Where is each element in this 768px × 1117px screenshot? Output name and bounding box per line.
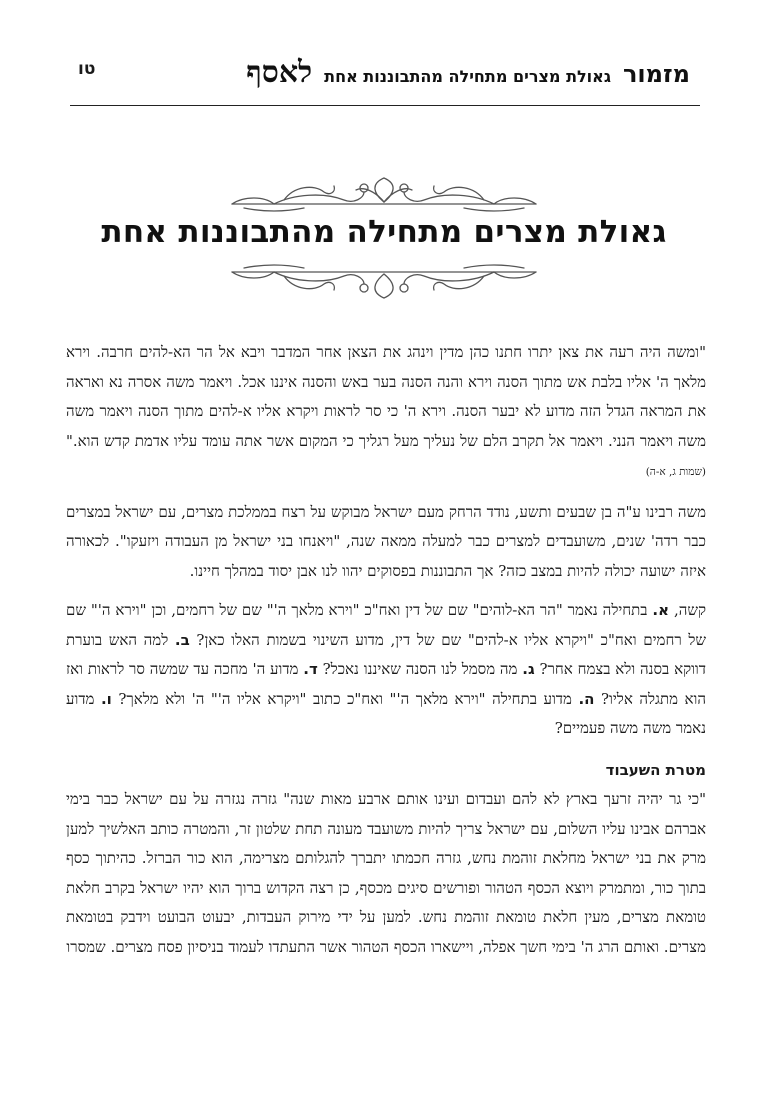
- paragraph-intro: משה רבינו ע"ה בן שבעים ותשע, נודד הרחק מעם ישראל מבוקש על רצח בממלכת מצרים, עם ישראל במצרים כבר רדה' שנים, משועבדים למצרים כבר למעלה ממאה שנה, "ויאנחו בני ישראל מן העבודה ויזעקו". לכאורה איזה ישועה יכולה להיות במצב כזה? אך התבוננות בפסוקים יהוו לנו אבן יסוד במהלך חיינו.: [66, 502, 706, 580]
- questions-text-f: מדוע בתחילה "וירא מלאך ה'" ואח"כ כתוב "ויקרא אליו ה'" ה' ולא מלאך?: [111, 689, 579, 708]
- ornament-bottom-flourish: [224, 262, 544, 302]
- question-label-3: ג.: [522, 660, 535, 678]
- questions-text-d: מה מסמל לנו הסנה שאיננו נאכל?: [317, 660, 523, 678]
- chapter-heading: גאולת מצרים מתחילה מהתבוננות אחת: [101, 214, 667, 250]
- verse-source: (שמות ג, א-ה): [645, 466, 706, 478]
- question-label-5: ה.: [578, 689, 595, 708]
- header-rule: [70, 105, 700, 106]
- question-label-4: ד.: [303, 660, 318, 678]
- running-title: [246, 55, 690, 90]
- paragraph-questions: [66, 596, 706, 744]
- question-label-6: ו.: [100, 689, 112, 708]
- question-label-2: ב.: [174, 630, 190, 649]
- questions-text-e: מדוע ה' מחכה עד שמשה סר לראות ואז הוא מתגלה אליו?: [66, 660, 706, 708]
- question-label-1: א.: [652, 601, 670, 619]
- header-mizmor: מזמור: [622, 60, 690, 88]
- ornament-top-flourish: [224, 174, 544, 214]
- questions-text-g: מדוע נאמר משה משה פעמיים?: [66, 689, 706, 737]
- header-chapter-title: גאולת מצרים מתחילה מהתבוננות אחת: [324, 67, 611, 86]
- paragraph-verse-quote: [66, 338, 706, 488]
- questions-text-a: קשה,: [669, 601, 706, 619]
- page-number: טו: [78, 59, 96, 79]
- body-text: [66, 338, 706, 972]
- questions-text-b: בתחילה נאמר "הר הא-לוהים" שם של דין ואח"כ "וירא מלאך ה'" שם של רחמים, וכן "וירא ה'" שם של רחמים ואח"כ "ויקרא אליו א-להים" שם של דין, מדוע השינוי בשמות האלו כאן?: [66, 601, 706, 649]
- running-header: [78, 55, 690, 107]
- header-book-name: לאסף: [246, 55, 313, 90]
- section-subheading: מטרת השעבוד: [605, 760, 706, 779]
- verse-quote-text: "ומשה היה רעה את צאן יתרו חתנו כהן מדין וינהג את הצאן אחר המדבר ויבא אל הר הא-להים חרבה. וירא מלאך ה' אליו בלבת אש מתוך הסנה וירא והנה הסנה בער באש והסנה איננו אכל. ויאמר משה אסרה נא ואראה את המראה הגדל הזה מדוע לא יבער הסנה. וירא ה' כי סר לראות ויקרא אליו א-להים מתוך הסנה ויאמר משה משה ויאמר הנני. ויאמר אל תקרב הלם של נעליך מעל רגליך כי המקום אשר אתה עומד עליו אדמת קדש הוא.": [66, 343, 706, 450]
- paragraph-purpose: "כי גר יהיה זרעך בארץ לא להם ועבדום ועינו אותם ארבע מאות שנה" גזרה נגזרה על עם ישראל כבר בימי אברהם אבינו עליו השלום, עם ישראל צריך להיות משועבד מעונה תחת שלטון זר, והמטרה כותב האלשיך למען מרק את בני ישראל מחלאת זוהמת נחש, גזרה חכמתו יתברך להגלותם מצרימה, הוא כור הברזל. כהיתוך כסף בתוך כור, ומתמרק ויוצא הכסף הטהור ופורשים סיגים מכסף, כן רצה הקדוש ברוך הוא יהיו ישראל בקרב חלאת טומאת מצרים, מעין חלאת טומאת זוהמת נחש. למען על ידי מירוק העבדות, יבעוט הבועט וידבק בטומאת מצרים. ואותם הרג ה' בימי חשך אפלה, ויישארו הכסף הטהור אשר התעתדו לעמוד בניסיון פסח מצרים. שמסרו: [66, 790, 706, 956]
- questions-text-c: למה האש בוערת דווקא בסנה ולא בצמח אחר?: [66, 630, 706, 678]
